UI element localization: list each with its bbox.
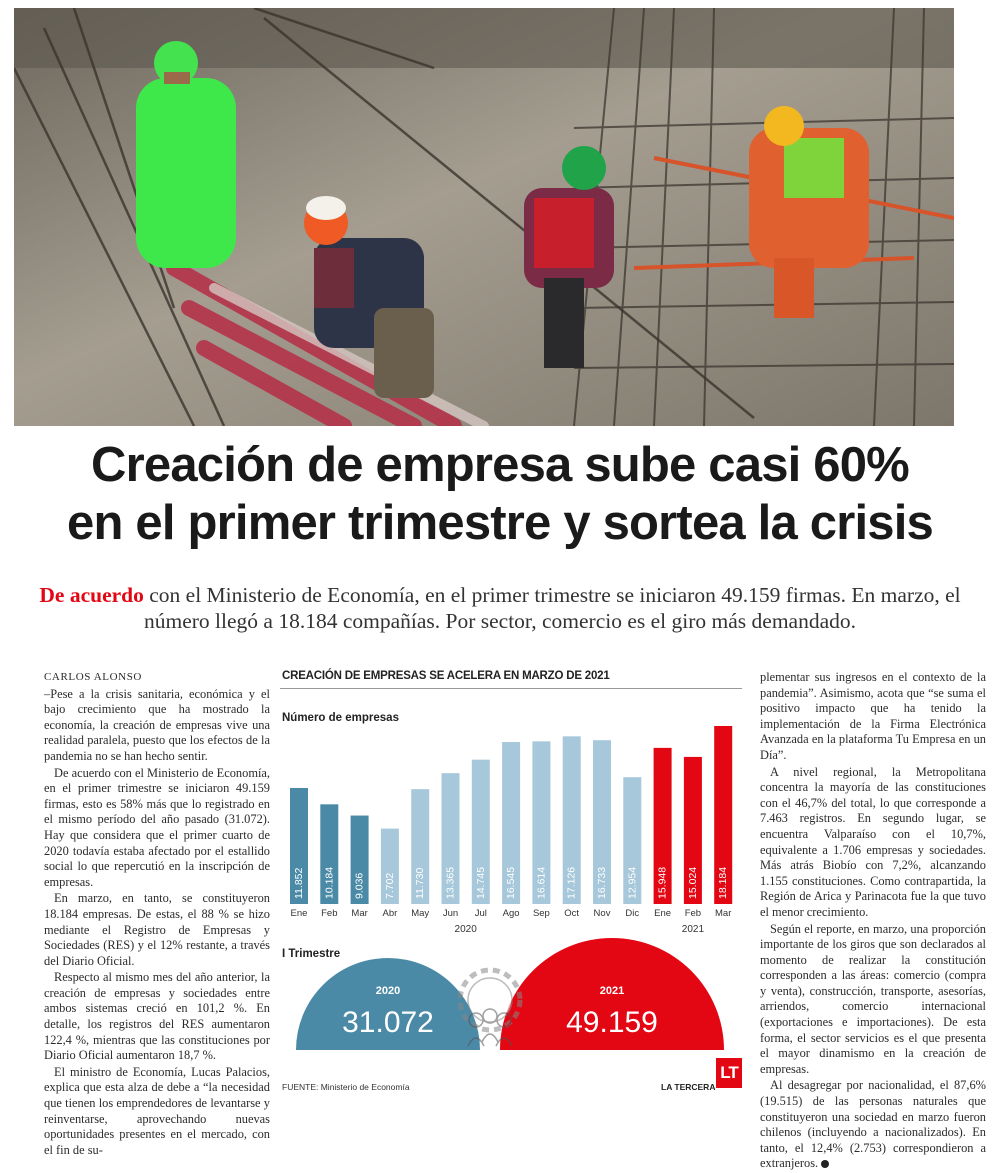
month-tick-label-8: Sep — [532, 908, 550, 919]
bar-value-label-1: 10.184 — [323, 866, 336, 899]
body-paragraph — [760, 1078, 986, 1172]
graphic-brand: LA TERCERA — [661, 1082, 716, 1092]
month-tick-label-9: Oct — [564, 908, 580, 919]
graphic-source: FUENTE: Ministerio de Economía — [282, 1082, 410, 1092]
body-paragraph: Según el reporte, en marzo, una proporción importante de los giros que son declarados al momento de realizar la constitución corresponden a las áreas: comercio (compra y venta), construcción, transporte, asesorías, arriendos, comercio internacional (exportaciones e importaciones). De esta forma, el sector servicios es el que presenta el mayor dinamismo en la creación de empresas. — [760, 921, 986, 1076]
graphic-title: CREACIÓN DE EMPRESAS SE ACELERA EN MARZO DE 2021 — [282, 670, 610, 682]
hero-photo — [14, 8, 954, 426]
body-paragraph: A nivel regional, la Metropolitana concentra la mayoría de las constituciones con el 46,7% del total, lo que corresponde a 7.463 registros. En segundo lugar, se encuentra Valparaíso con el 10,7%, equivalente a 1.706 empresas y sociedades. Más atrás Biobío con 7,2%, alcanzando 1.155 constituciones. Como contrapartida, la Región de Arica y Parinacota fue la que tuvo el menor crecimiento. — [760, 764, 986, 919]
month-tick-label-11: Dic — [625, 908, 640, 919]
month-tick-label-4: May — [411, 908, 430, 919]
month-tick-label-6: Jul — [474, 908, 487, 919]
monthly-bar-chart — [280, 708, 745, 938]
bar-value-label-3: 7.702 — [383, 872, 396, 899]
bar-value-label-9: 17.126 — [565, 866, 578, 899]
body-paragraph: En marzo, en tanto, se constituyeron 18.184 empresas. De estas, el 88 % se hizo mediante el Registro de Empresas y Sociedades (RES) y el 12% restante, a través del Diario Oficial. — [44, 891, 270, 968]
month-tick-label-12: Ene — [654, 908, 672, 919]
dome-2020-year: 2020 — [375, 985, 401, 997]
chart-ylabel: Número de empresas — [282, 712, 399, 724]
body-paragraph-text: Al desagregar por nacionalidad, el 87,6% (19.515) de las personas naturales que constituyeron una sociedad en marzo fueron chilenos (incluyendo a nacionalizados). En tanto, el 12,4% (2.753) correspondieron a extranjeros. — [760, 1078, 986, 1171]
bar-value-label-2: 9.036 — [353, 872, 366, 899]
bar-value-label-0: 11.852 — [293, 867, 305, 899]
bar-value-label-14: 18.184 — [717, 866, 730, 899]
trimestre-title: I Trimestre — [282, 948, 341, 960]
month-tick-label-2: Mar — [351, 908, 368, 919]
month-tick-label-14: Mar — [715, 908, 732, 919]
body-paragraph: plementar sus ingresos en el contexto de la pandemia”. Asimismo, acota que “se suma el positivo impacto que ha tenido la implementación de la Firma Electrónica Avanzada en la plataforma Tu Empresa en un Día”. — [760, 670, 986, 762]
month-tick-label-5: Jun — [442, 908, 459, 919]
bar-value-label-7: 16.545 — [505, 866, 518, 899]
month-tick-label-7: Ago — [502, 908, 520, 919]
article-headline — [30, 436, 970, 552]
bar-value-label-12: 15.948 — [656, 866, 669, 899]
body-column-right — [760, 670, 986, 1173]
bar-value-label-13: 15.024 — [686, 866, 699, 899]
bar-value-label-10: 16.733 — [596, 866, 608, 899]
bar-value-label-5: 13.365 — [444, 866, 457, 899]
article-lead — [30, 582, 970, 634]
body-paragraph: –Pese a la crisis sanitaria, económica y el bajo crecimiento que ha mostrado la economía, la creación de empresas vive una realidad paralela, puesto que los efectos de la pandemia no se han hecho sentir. — [44, 686, 270, 763]
bar-value-label-8: 16.614 — [535, 866, 548, 899]
construction-workers-image — [14, 8, 954, 426]
lead-text: con el Ministerio de Economía, en el primer trimestre se iniciaron 49.159 firmas. En marzo, el número llegó a 18.184 compañías. Por sector, comercio es el giro más demandado. — [143, 583, 961, 633]
lead-kicker: De acuerdo — [39, 583, 144, 607]
body-paragraph: El ministro de Economía, Lucas Palacios, explica que esta alza de debe a “la necesidad que tienen los emprendedores de levantarse y reinventarse, aprovechando nuevas oportunidades presentes en el mercado, con el fin de su- — [44, 1064, 270, 1157]
byline: CARLOS ALONSO — [44, 671, 142, 683]
headline-line-1: Creación de empresa sube casi 60% — [91, 438, 909, 492]
body-column-left — [44, 670, 270, 1159]
end-of-article-icon — [821, 1160, 829, 1168]
bar-value-label-11: 12.954 — [626, 866, 639, 899]
month-tick-label-0: Ene — [290, 908, 308, 919]
year-label-2021: 2021 — [681, 924, 705, 935]
body-paragraph: Respecto al mismo mes del año anterior, la creación de empresas y sociedades entre ambos sistemas creció en 101,2 %. En detalle, los registros del RES aumentaron 122,4 %, mientras que las constituciones por Diario Oficial aumentaron 18,7 %. — [44, 970, 270, 1063]
headline-line-2: en el primer trimestre y sortea la crisis — [67, 496, 933, 550]
dome-2021-value: 49.159 — [566, 1006, 658, 1039]
body-paragraph: De acuerdo con el Ministerio de Economía, en el primer trimestre se iniciaron 49.159 firmas, esto es 58% más que lo registrado en el mismo período del año pasado (31.072). Hay que considera que el primer cuarto de 2020 todavía estaba afectado por el estallido social lo que repercutió en la inscripción de empresas. — [44, 765, 270, 889]
infographic — [280, 668, 745, 1098]
la-tercera-logo: LT — [716, 1058, 742, 1088]
year-label-2020: 2020 — [454, 924, 477, 935]
month-tick-label-10: Nov — [593, 908, 611, 919]
month-tick-label-1: Feb — [321, 908, 338, 919]
month-tick-label-3: Abr — [382, 908, 398, 919]
bar-value-label-4: 11.730 — [414, 867, 427, 899]
graphic-divider — [280, 688, 742, 689]
trimestre-comparison — [280, 938, 745, 1078]
bar-value-label-6: 14.745 — [474, 866, 487, 899]
dome-2020-value: 31.072 — [342, 1006, 434, 1039]
month-tick-label-13: Feb — [684, 908, 702, 919]
dome-2021-year: 2021 — [599, 985, 625, 997]
